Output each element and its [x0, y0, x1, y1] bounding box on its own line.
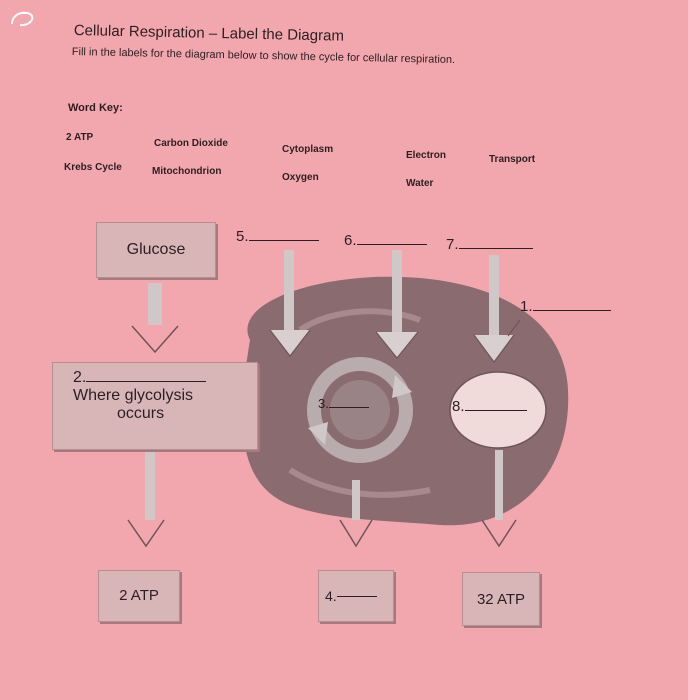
label-5-line[interactable]	[236, 228, 319, 245]
key-word-transport: Transport	[489, 154, 536, 165]
label-1-number: 1.	[520, 298, 533, 315]
key-word-mitochondrion: Mitochondrion	[152, 166, 222, 177]
label-7-number: 7.	[446, 236, 459, 253]
label-1-line[interactable]	[520, 298, 611, 315]
label-3-line[interactable]	[318, 396, 369, 411]
label-4-box[interactable]	[318, 570, 394, 622]
label-5-number: 5.	[236, 228, 249, 245]
label-8-number: 8.	[452, 398, 465, 415]
key-word-electron: Electron	[406, 150, 447, 161]
key-word-water: Water	[406, 178, 434, 189]
label-2-number: 2.	[73, 369, 87, 386]
key-word-oxygen: Oxygen	[282, 172, 319, 183]
key-word-krebs-cycle: Krebs Cycle	[64, 162, 122, 173]
atp-right-label: 32 ATP	[476, 590, 526, 608]
glycolysis-text-2: occurs	[117, 405, 165, 422]
label-6-line[interactable]	[344, 232, 427, 249]
atp-right-box	[462, 572, 540, 626]
label-4-number: 4.	[325, 588, 337, 604]
glucose-label: Glucose	[126, 241, 186, 258]
page-subtitle: Fill in the labels for the diagram below to show the cycle for cellular respiration.	[71, 46, 456, 67]
word-key-title: Word Key:	[68, 102, 123, 114]
glucose-box	[96, 222, 216, 278]
atp-left-label: 2 ATP	[119, 587, 159, 604]
label-3-number: 3.	[318, 396, 329, 411]
page-title: Cellular Respiration – Label the Diagram	[73, 22, 345, 45]
atp-left-box	[98, 570, 180, 622]
label-2-line[interactable]	[73, 369, 206, 387]
glycolysis-box	[52, 362, 258, 450]
label-8-line[interactable]	[452, 398, 527, 415]
key-word-cytoplasm: Cytoplasm	[282, 144, 334, 155]
label-7-line[interactable]	[446, 236, 533, 253]
key-word-carbon-dioxide: Carbon Dioxide	[154, 138, 228, 149]
label-6-number: 6.	[344, 232, 357, 249]
key-word-2-atp: 2 ATP	[66, 132, 94, 143]
glycolysis-text-1: Where glycolysis	[73, 387, 194, 404]
